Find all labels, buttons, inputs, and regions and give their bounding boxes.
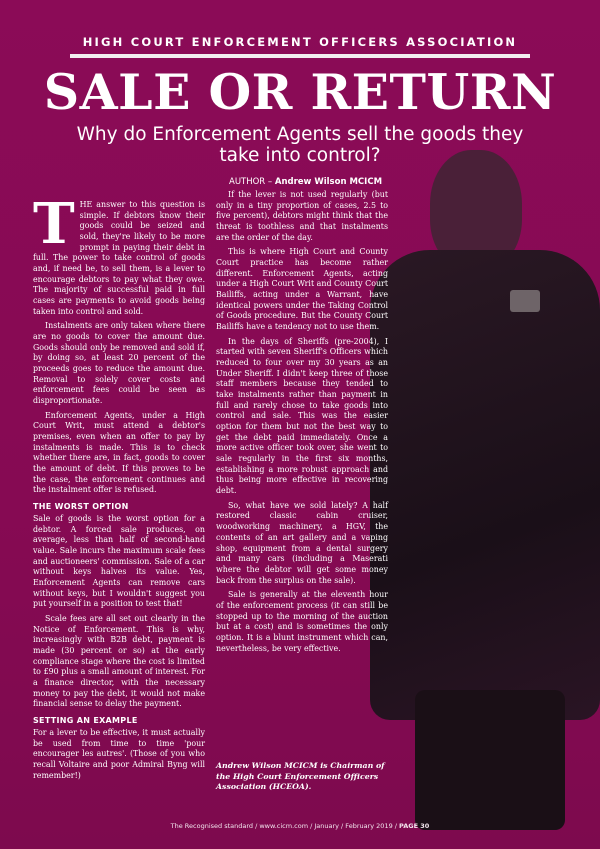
organisation-header: HIGH COURT ENFORCEMENT OFFICERS ASSOCIATION <box>82 35 518 49</box>
officer-body <box>370 250 600 720</box>
paragraph: Enforcement Agents, under a High Court Writ, must attend a debtor's premises, even when an offer to pay by instalments is made. This is to check whether there are, in fact, goods to cover the amount of debt. If this proves to be the case, the enforcement continues and the instalment offer is refused. <box>33 410 205 495</box>
article-byline <box>229 177 382 187</box>
section-heading: SETTING AN EXAMPLE <box>33 716 138 726</box>
article-column-2 <box>216 190 388 658</box>
byline-author: Andrew Wilson MCICM <box>274 177 383 187</box>
article-column-1 <box>33 191 205 785</box>
paragraph: For a lever to be effective, it must actually be used from time to time 'pour encourager les autres'. (Those of you who recall Voltaire and poor Admiral Byng will remember!) <box>33 727 205 780</box>
byline-prefix: AUTHOR – <box>229 177 275 187</box>
paragraph: Sale of goods is the worst option for a debtor. A forced sale produces, on average, less than half of second-hand value. Sale incurs the maximum scale fees and auctioneers' commission. Sale of a car without keys halves its value. Yes, Enforcement Agents can remove cars without keys, but I wouldn't suggest you put yourself in a position to test that! <box>33 513 205 609</box>
paragraph: Scale fees are all set out clearly in the Notice of Enforcement. This is why, increasingly with B2B debt, payment is made (30 percent or so) at the early compliance stage where the cost is limited to £90 plus a small amount of interest. For a finance director, with the necessary money to pay the debt, it would not make financial sense to delay the payment. <box>33 613 205 709</box>
footer-text: The Recognised standard / www.cicm.com / January / February 2019 / <box>170 822 400 830</box>
author-bio: Andrew Wilson MCICM is Chairman of the High Court Enforcement Officers Association (HCEOA). <box>216 761 385 792</box>
page-number: PAGE 30 <box>399 822 430 830</box>
header-divider <box>70 54 530 58</box>
officer-badge <box>510 290 540 312</box>
article-title: SALE OR RETURN <box>43 63 557 121</box>
enforcement-officer-photo <box>360 150 600 830</box>
page-footer <box>0 822 600 830</box>
paragraph: So, what have we sold lately? A half restored classic cabin cruiser, woodworking machinery, a HGV, the contents of an art gallery and a vaping shop, equipment from a dental surgery and many cars (including a Maserati where the debtor will get some money back from the surplus on the sale). <box>216 500 388 585</box>
paragraph: If the lever is not used regularly (but only in a tiny proportion of cases, 2.5 to five percent), debtors might think that the threat is toothless and that instalments are the order of the day. <box>216 190 388 242</box>
article-subtitle: Why do Enforcement Agents sell the goods they take into control? <box>76 124 524 167</box>
paragraph <box>33 191 205 317</box>
paragraph: This is where High Court and County Court practice has become rather different. Enforcement Agents, acting under a High Court Writ and County Court Bailiffs, acting under a Warrant, have identical powers under the Taking Control of Goods procedure. But the County Court Bailiffs have a tendency not to use them. <box>216 247 388 332</box>
section-heading: THE WORST OPTION <box>33 502 129 512</box>
paragraph: Sale is generally at the eleventh hour of the enforcement process (it can still be stopped up to the morning of the auction but at a cost) and is sometimes the only option. It is a blunt instrument which can, nevertheless, be very effective. <box>216 590 388 653</box>
drop-cap: T <box>33 191 75 257</box>
paragraph: In the days of Sheriffs (pre-2004), I started with seven Sheriff's Officers which reduced to four over my 30 years as an Under Sheriff. I didn't keep three of those staff members because they tended to take instalments rather than payment in full and rarely chose to take goods into control and sale. This was the easier option for them but not the best way to get the debt paid immediately. Once a more active officer took over, she went to sale regularly in the first six months, establishing a more robust approach and thus being more effective in recovering debt. <box>216 336 388 496</box>
officer-legs <box>415 690 565 830</box>
paragraph-text: HE answer to this question is simple. If debtors know their goods could be seized and sold, they're likely to be more prompt in paying their debt in full. The power to take control of goods and, if need be, to sell them, is a lever to encourage debtors to pay what they owe. The majority of successful paid in full cases are payments to avoid goods being taken into control and sold. <box>33 200 205 316</box>
paragraph: Instalments are only taken where there are no goods to cover the amount due. Goods should only be removed and sold if, by doing so, at least 20 percent of the proceeds goes to reduce the amount due. Removal to solely cover costs and enforcement fees could be seen as disproportionate. <box>33 321 205 406</box>
